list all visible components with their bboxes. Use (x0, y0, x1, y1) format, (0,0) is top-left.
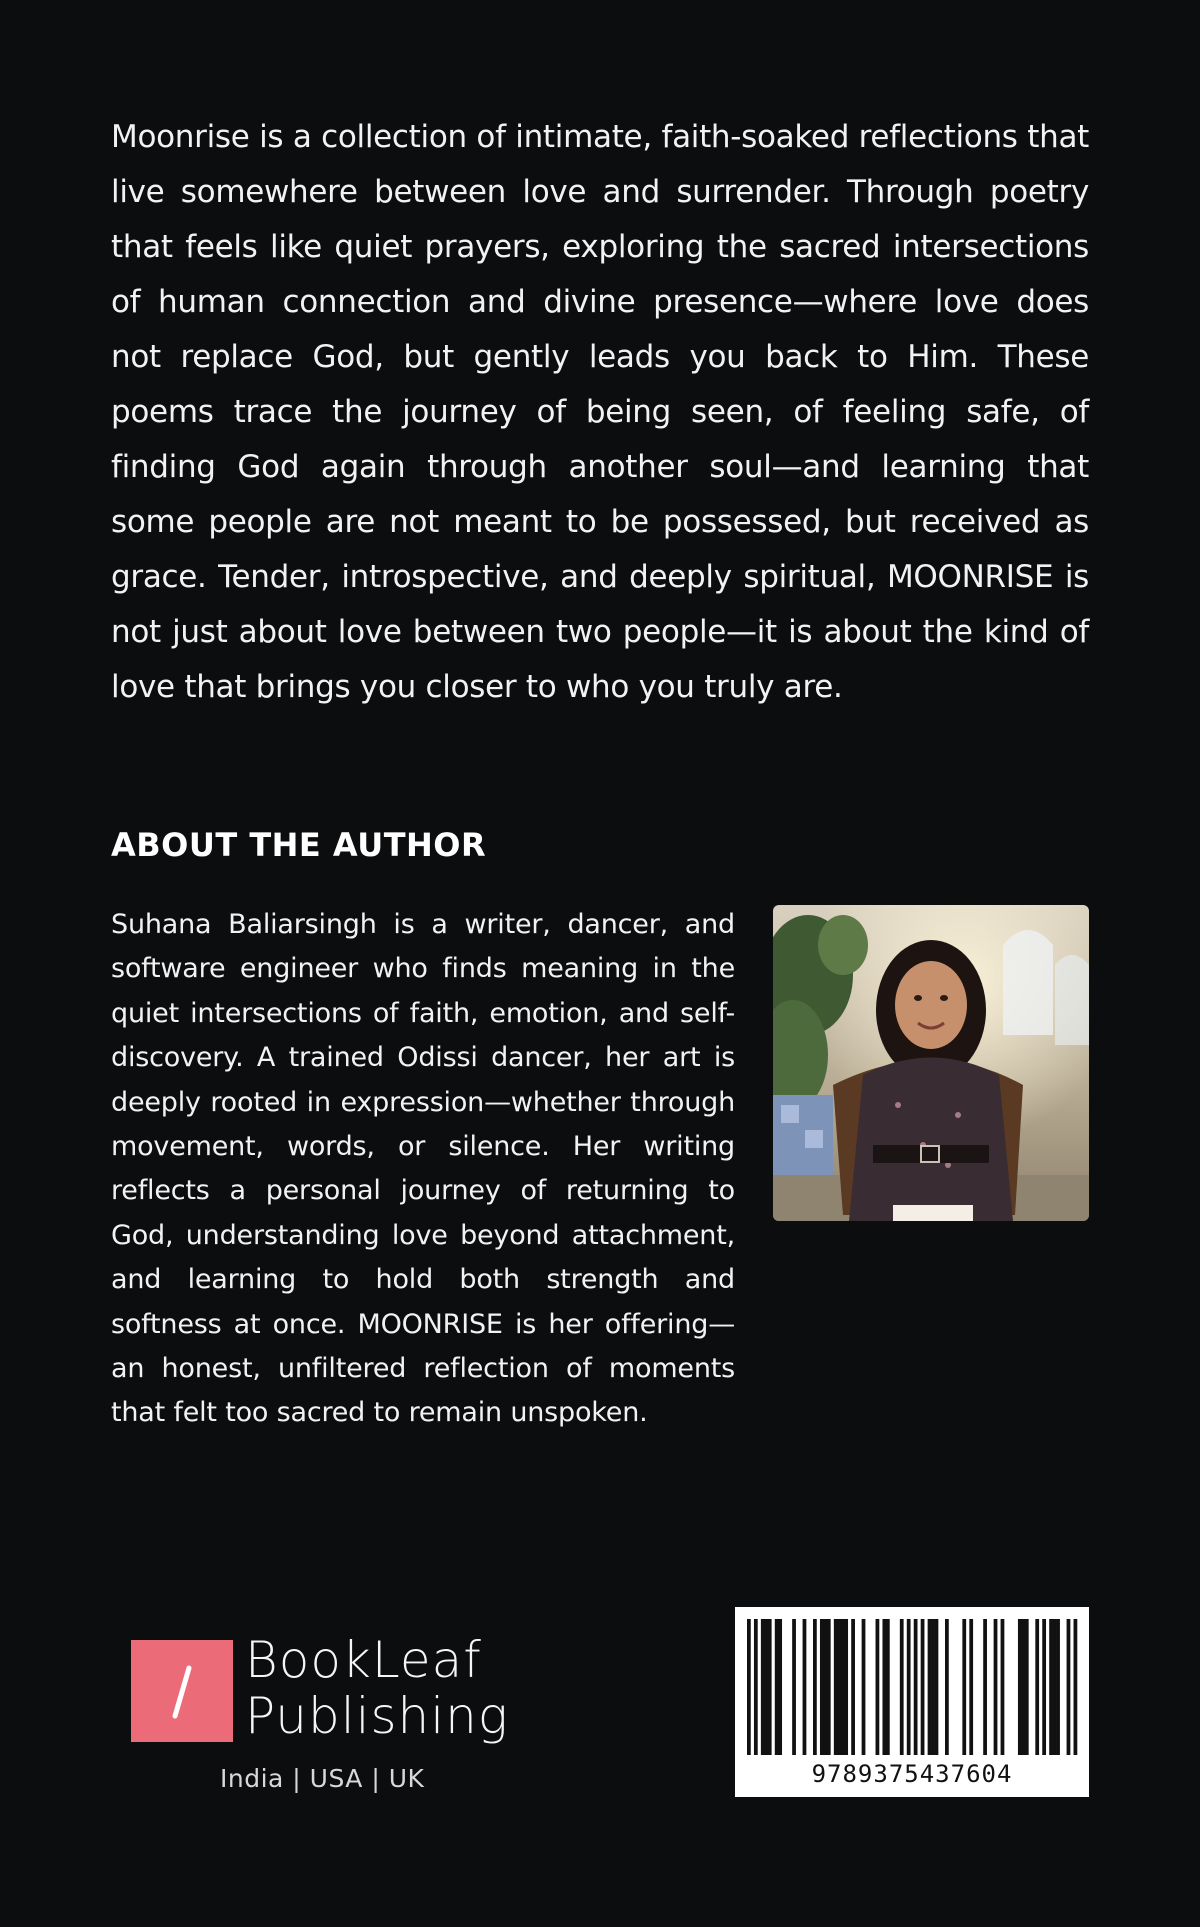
barcode-bar (928, 1619, 932, 1755)
barcode-bars (735, 1607, 1089, 1757)
publisher-locations: India | USA | UK (220, 1764, 425, 1793)
barcode-bar (764, 1619, 768, 1755)
barcode-bar (778, 1619, 782, 1755)
barcode-bar (1053, 1619, 1057, 1755)
barcode-bar (747, 1619, 751, 1755)
barcode-bar (1074, 1619, 1078, 1755)
logo-name-line2: Publishing (245, 1687, 509, 1745)
barcode-bar (1035, 1619, 1039, 1755)
barcode-bar (1018, 1619, 1022, 1755)
barcode-bar (900, 1619, 904, 1755)
barcode-bar (983, 1619, 987, 1755)
bookleaf-publishing-logo (131, 1631, 521, 1800)
barcode-bar (907, 1619, 911, 1755)
barcode-bar (1056, 1619, 1060, 1755)
barcode-bar (935, 1619, 939, 1755)
barcode-bar (969, 1619, 973, 1755)
barcode-bar (914, 1619, 918, 1755)
barcode-bar (768, 1619, 772, 1755)
barcode-bar (820, 1619, 824, 1755)
barcode-bar (827, 1619, 831, 1755)
barcode-bar (921, 1619, 925, 1755)
isbn-number: 9789375437604 (811, 1760, 1013, 1788)
barcode-bar (1049, 1619, 1053, 1755)
barcode-bar (1067, 1619, 1071, 1755)
barcode-bar (886, 1619, 890, 1755)
barcode-bar (823, 1619, 827, 1755)
barcode-bar (931, 1619, 935, 1755)
barcode-bar (994, 1619, 998, 1755)
barcode-bar (1042, 1619, 1046, 1755)
author-photo (773, 905, 1089, 1221)
back-cover-blurb: Moonrise is a collection of intimate, faith-soaked reflections that live somewhere between love and surrender. Through poetry that feels like quiet prayers, exploring the sacred intersections of human connection and divine presence—where love does not replace God, but gently leads you back to Him. These poems trace the journey of being seen, of feeling safe, of finding God again through another soul—and learning that some people are not meant to be possessed, but received as grace. Tender, introspective, and deeply spiritual, MOONRISE is not just about love between two people—it is about the kind of love that brings you closer to who you truly are. (111, 119, 1089, 705)
logo-name-line1: BookLeaf (245, 1631, 482, 1689)
barcode-bar (882, 1619, 886, 1755)
barcode-bar (792, 1619, 796, 1755)
barcode-bar (844, 1619, 848, 1755)
barcode-bar (834, 1619, 838, 1755)
barcode-bar (851, 1619, 855, 1755)
barcode-bar (1025, 1619, 1029, 1755)
barcode-bar (775, 1619, 779, 1755)
barcode-bar (754, 1619, 758, 1755)
barcode-bar (837, 1619, 841, 1755)
isbn-barcode (735, 1607, 1089, 1797)
barcode-bar (803, 1619, 807, 1755)
barcode-bar (1021, 1619, 1025, 1755)
barcode-bar (761, 1619, 765, 1755)
barcode-bar (1001, 1619, 1005, 1755)
barcode-bar (862, 1619, 866, 1755)
barcode-bar (945, 1619, 949, 1755)
barcode-bar (962, 1619, 966, 1755)
barcode-bar (876, 1619, 880, 1755)
barcode-bar (841, 1619, 845, 1755)
about-author-heading: ABOUT THE AUTHOR (111, 826, 487, 864)
author-bio: Suhana Baliarsingh is a writer, dancer, and software engineer who finds meaning in the quiet intersections of faith, emotion, and self-discovery. A trained Odissi dancer, her art is deeply rooted in expression—whether through movement, words, or silence. Her writing reflects a personal journey of returning to God, understanding love beyond attachment, and learning to hold both strength and softness at once. MOONRISE is her offering—an honest, unfiltered reflection of moments that felt too sacred to remain unspoken. (111, 909, 735, 1429)
logo-slash-icon (131, 1640, 233, 1742)
barcode-bar (813, 1619, 817, 1755)
